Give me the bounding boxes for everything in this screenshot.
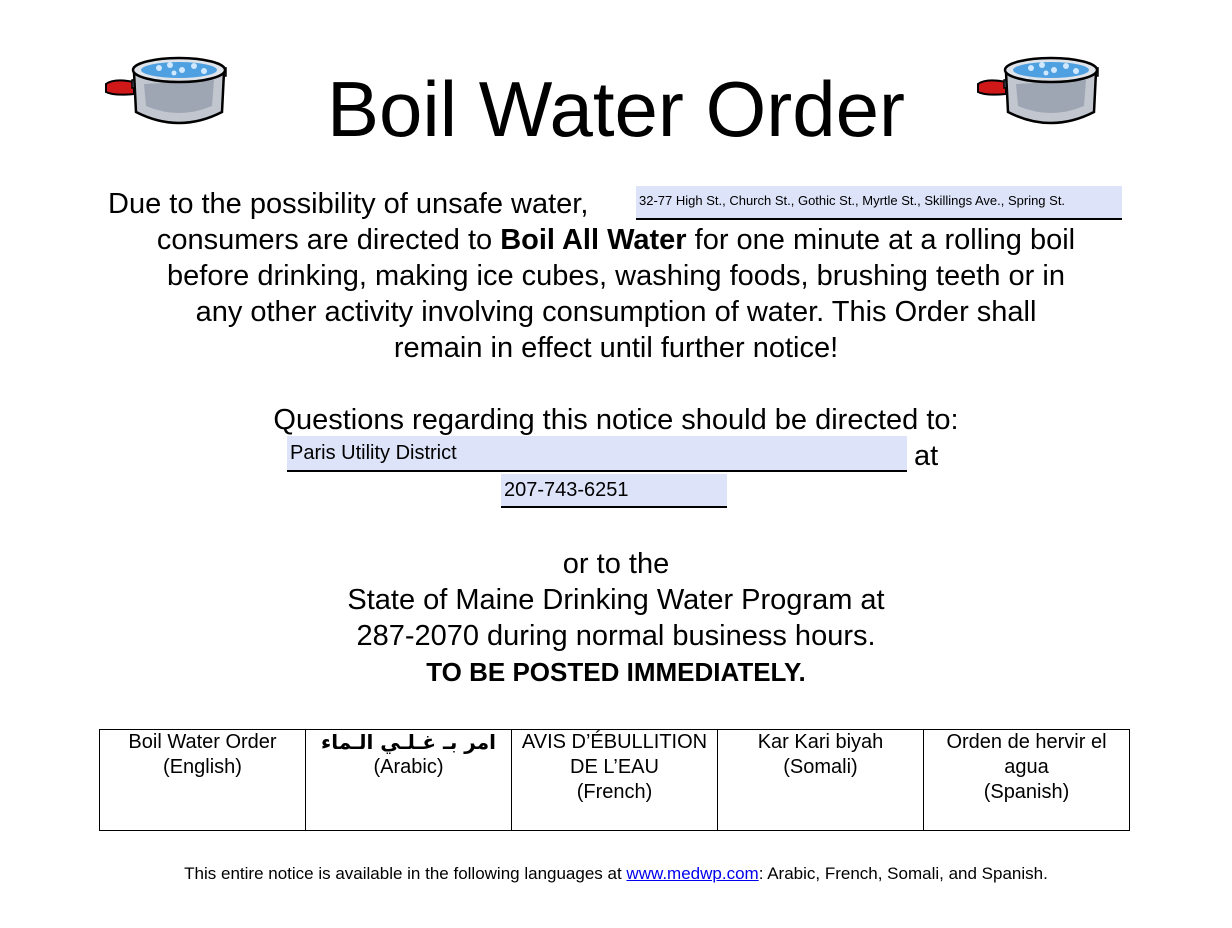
phone-field[interactable]: 207-743-6251	[501, 474, 727, 508]
streets-field[interactable]: 32-77 High St., Church St., Gothic St., Myrtle St., Skillings Ave., Spring St.	[636, 186, 1122, 220]
notice-body	[0, 222, 1232, 366]
notice-line-3: before drinking, making ice cubes, washing foods, brushing teeth or in	[167, 260, 1065, 292]
language-cell-somali: Kar Kari biyah (Somali)	[718, 730, 924, 831]
table-row	[100, 730, 1130, 831]
intro-text: Due to the possibility of unsafe water,	[108, 188, 589, 220]
footer-note: This entire notice is available in the following languages at www.medwp.com: Arabic, French, Somali, and Spanish.	[184, 864, 1048, 883]
page-title: Boil Water Order	[327, 65, 905, 153]
state-line-3: 287-2070 during normal business hours.	[356, 620, 876, 652]
contact-question: Questions regarding this notice should be directed to:	[273, 404, 959, 436]
notice-line-4: any other activity involving consumption of water. This Order shall	[195, 296, 1037, 328]
boil-all-water-emphasis: Boil All Water	[500, 224, 687, 256]
utility-name-field[interactable]: Paris Utility District	[287, 436, 907, 472]
notice-line-2: consumers are directed to Boil All Water for one minute at a rolling boil	[156, 224, 1076, 256]
language-cell-french: AVIS D’ÉBULLITION DE L’EAU (French)	[512, 730, 718, 831]
state-contact	[0, 546, 1232, 690]
language-cell-spanish: Orden de hervir el agua (Spanish)	[924, 730, 1130, 831]
language-cell-english: Boil Water Order (English)	[100, 730, 306, 831]
notice-line-5: remain in effect until further notice!	[393, 332, 839, 364]
languages-table	[99, 729, 1130, 831]
posted-notice: TO BE POSTED IMMEDIATELY.	[426, 657, 806, 687]
language-cell-arabic: امر بـ غـلـي الـماء (Arabic)	[306, 730, 512, 831]
medwp-link[interactable]: www.medwp.com	[626, 864, 759, 883]
state-line-2: State of Maine Drinking Water Program at	[347, 584, 885, 616]
state-line-1: or to the	[562, 548, 670, 580]
at-label: at	[914, 440, 939, 472]
